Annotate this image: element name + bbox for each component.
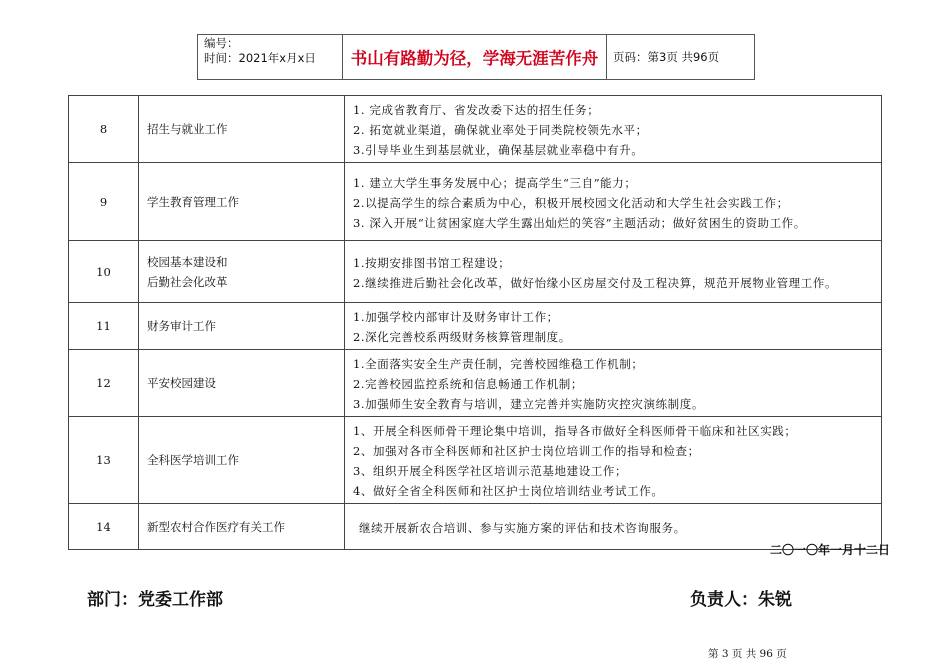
task-name-line: 学生教育管理工作: [147, 194, 239, 209]
table-row: [69, 163, 882, 241]
task-item: 1.加强学校内部审计及财务审计工作；: [353, 310, 559, 324]
task-item: 2、加强对各市全科医师和社区护士岗位培训工作的指导和检查；: [353, 444, 700, 458]
header-meta: [198, 35, 343, 79]
task-item: 2.完善校园监控系统和信息畅通工作机制；: [353, 377, 583, 391]
department-label: 部门：党委工作部: [87, 590, 223, 610]
task-name-line: 招生与就业工作: [147, 122, 228, 136]
task-name-line: 后勤社会化改革: [147, 274, 228, 289]
task-items: [345, 350, 882, 417]
task-item: 1. 完成省教育厅、省发改委下达的招生任务；: [353, 103, 600, 117]
page-info: 页码：第3页 共96页: [613, 50, 720, 64]
motto: 书山有路勤为径，学海无涯苦作舟: [343, 35, 607, 79]
document-date: 二〇一〇年一月十二日: [769, 543, 890, 557]
task-name: [139, 417, 345, 504]
task-name-line: 新型农村合作医疗有关工作: [147, 519, 285, 534]
task-items: [345, 241, 882, 303]
row-number: 8: [69, 96, 139, 163]
row-number: 10: [69, 241, 139, 303]
task-name: [139, 350, 345, 417]
task-item: 1. 建立大学生事务发展中心；提高学生“三自”能力；: [353, 175, 637, 190]
table-row: [69, 504, 882, 550]
row-number: 14: [69, 504, 139, 550]
responsible-person-label: 负责人：朱锐: [690, 590, 792, 610]
page-footer: 第 3 页 共 96 页: [708, 648, 787, 660]
task-item: 1.按期安排图书馆工程建设；: [353, 255, 511, 270]
time-label: 时间：2021年x月x日: [204, 51, 316, 65]
task-items: [345, 417, 882, 504]
task-item: 2.深化完善校系两级财务核算管理制度。: [353, 330, 571, 344]
task-item: 3. 深入开展“让贫困家庭大学生露出灿烂的笑容”主题活动；做好贫困生的资助工作。: [353, 215, 806, 230]
row-number: 13: [69, 417, 139, 504]
task-name-line: 财务审计工作: [147, 319, 216, 333]
task-items: [345, 163, 882, 241]
table-row: [69, 241, 882, 303]
task-item: 1、开展全科医师骨干理论集中培训，指导各市做好全科医师骨干临床和社区实践；: [353, 424, 797, 438]
table-row: [69, 303, 882, 350]
task-item: 2. 拓宽就业渠道，确保就业率处于同类院校领先水平；: [353, 123, 648, 137]
task-name-line: 全科医学培训工作: [147, 453, 239, 467]
task-item: 1.全面落实安全生产责任制，完善校园维稳工作机制；: [353, 357, 644, 371]
task-name: [139, 241, 345, 303]
task-item: 继续开展新农合培训、参与实施方案的评估和技术咨询服务。: [359, 520, 686, 535]
task-name: [139, 163, 345, 241]
task-item: 3、组织开展全科医学社区培训示范基地建设工作；: [353, 464, 628, 478]
row-number: 9: [69, 163, 139, 241]
task-name: [139, 504, 345, 550]
task-name: [139, 96, 345, 163]
task-item: 3.引导毕业生到基层就业，确保基层就业率稳中有升。: [353, 143, 644, 157]
task-table: [68, 95, 882, 550]
table-row: [69, 417, 882, 504]
task-item: 3.加强师生安全教育与培训，建立完善并实施防灾控灾演练制度。: [353, 397, 704, 411]
number-label: 编号：: [204, 36, 239, 50]
task-item: 2.以提高学生的综合素质为中心，积极开展校园文化活动和大学生社会实践工作；: [353, 195, 789, 210]
task-item: 2.继续推进后勤社会化改革，做好怡缘小区房屋交付及工程决算，规范开展物业管理工作。: [353, 275, 838, 290]
task-items: [345, 96, 882, 163]
table-row: [69, 96, 882, 163]
row-number: 11: [69, 303, 139, 350]
row-number: 12: [69, 350, 139, 417]
page-header: [197, 34, 755, 80]
task-name-line: 校园基本建设和: [147, 254, 228, 269]
task-name-line: 平安校园建设: [147, 376, 216, 390]
table-row: [69, 350, 882, 417]
task-item: 4、做好全省全科医师和社区护士岗位培训结业考试工作。: [353, 484, 664, 498]
task-name: [139, 303, 345, 350]
task-items: [345, 303, 882, 350]
